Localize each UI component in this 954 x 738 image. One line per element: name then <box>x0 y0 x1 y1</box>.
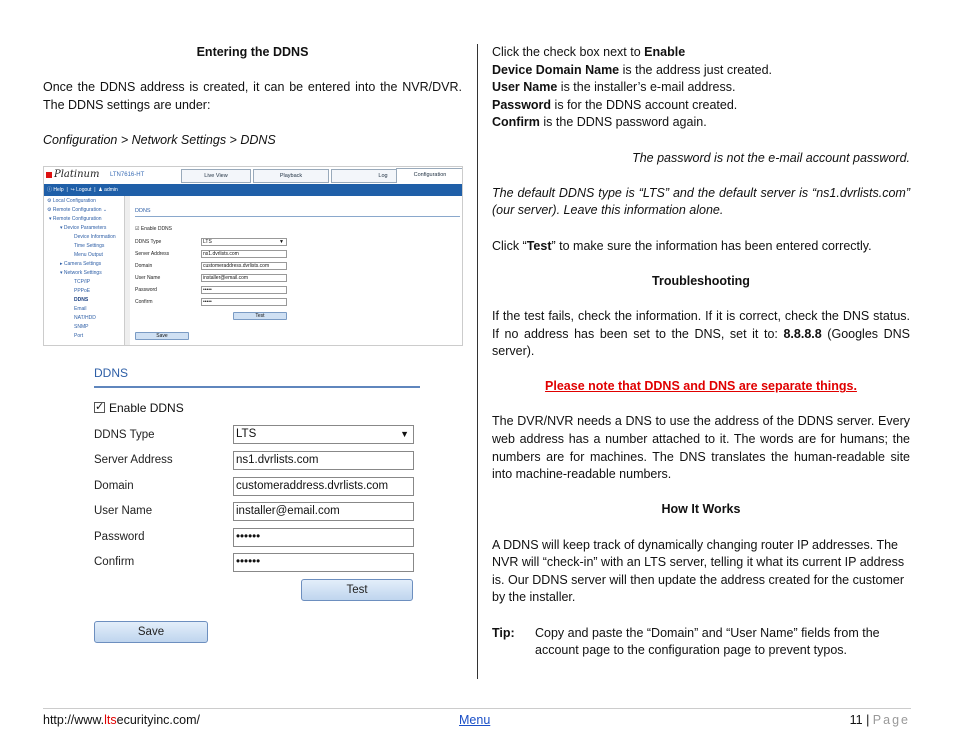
screenshot-ddns-type-select[interactable]: LTS ▼ <box>201 238 287 246</box>
password-label: Password <box>94 531 145 543</box>
confirm-input[interactable]: •••••• <box>233 553 414 572</box>
server-address-input[interactable]: ns1.dvrlists.com <box>233 451 414 470</box>
default-server-note: The default DDNS type is “LTS” and the default server is “ns1.dvrlists.com” (our server). Leave this information alone. <box>492 185 910 218</box>
ddns-form-title: DDNS <box>94 366 129 380</box>
screenshot-label-ddns-type: DDNS Type <box>135 239 162 245</box>
settings-path: Configuration > Network Settings > DDNS <box>43 132 276 147</box>
sidebar-item-remote-config[interactable]: ⚙ Remote Configuration ⌄ <box>47 207 108 213</box>
test-instruction: Click “Test” to make sure the information has been entered correctly. <box>492 238 872 253</box>
screenshot-domain-input[interactable]: customeraddress.dvrlists.com <box>201 262 287 270</box>
section-heading: Entering the DDNS <box>196 45 309 59</box>
sidebar-item-tcpip[interactable]: TCP/IP <box>74 279 91 285</box>
intro-paragraph: Once the DDNS address is created, it can be entered into the NVR/DVR. The DDNS settings are under: <box>43 80 462 112</box>
screenshot-save-button[interactable]: Save <box>135 332 189 340</box>
ddns-type-select[interactable]: LTS ▼ <box>233 425 414 444</box>
domain-label: Domain <box>94 480 134 492</box>
sidebar-item-ddns[interactable]: DDNS <box>74 297 89 303</box>
sidebar-item-snmp[interactable]: SNMP <box>74 324 89 330</box>
footer-url[interactable]: http://www.ltsecurityinc.com/ <box>43 713 200 727</box>
screenshot-label-username: User Name <box>135 275 161 281</box>
sidebar-item-camera-settings[interactable]: ▸ Camera Settings <box>60 261 102 267</box>
ddns-form-divider <box>94 386 420 388</box>
save-button[interactable]: Save <box>94 621 208 643</box>
checkbox-checked-icon[interactable] <box>94 402 105 413</box>
sidebar-item-nat[interactable]: NAT/HDD <box>74 315 96 321</box>
platinum-logo: Platinum <box>46 169 99 180</box>
screenshot-ddns-title: DDNS <box>135 208 151 214</box>
tab-playback[interactable]: Playback <box>253 169 329 183</box>
menu-link[interactable]: Menu <box>459 713 491 727</box>
logout-link[interactable]: ↪ Logout <box>70 187 92 193</box>
sidebar-item-network-settings[interactable]: ▾ Network Settings <box>60 270 102 276</box>
enable-ddns-checkbox[interactable]: ✓Enable DDNS <box>94 401 184 415</box>
tab-live-view[interactable]: Live View <box>181 169 251 183</box>
troubleshooting-heading: Troubleshooting <box>652 273 750 288</box>
password-input[interactable]: •••••• <box>233 528 414 547</box>
screenshot-header <box>44 167 462 184</box>
sidebar-item-device-parameters[interactable]: ▾ Device Parameters <box>60 225 107 231</box>
screenshot-toolbar: ⓘ Help | ↪ Logout | ♟ admin <box>44 184 462 196</box>
troubleshooting-paragraph: If the test fails, check the information. If it is correct, check the DNS status. If no address has been set to the DNS, set it to: 8.8.8.8 (Googles DNS server). <box>492 308 911 359</box>
tip-label: Tip: <box>492 625 515 640</box>
server-address-label: Server Address <box>94 454 173 466</box>
sidebar-item-menu-output[interactable]: Menu Output <box>74 252 103 258</box>
screenshot-sidebar <box>44 196 130 346</box>
password-note: The password is not the e-mail account password. <box>632 150 910 165</box>
screenshot-password-input[interactable]: ••••• <box>201 286 287 294</box>
screenshot-label-server: Server Address <box>135 251 170 257</box>
sidebar-item-device-info[interactable]: Device Information <box>74 234 116 240</box>
screenshot-label-password: Password <box>135 287 157 293</box>
sidebar-item-local-config[interactable]: ⚙ Local Configuration <box>47 198 96 204</box>
footer-rule <box>43 708 911 709</box>
nvr-config-screenshot <box>43 166 463 346</box>
tip-block <box>492 625 910 660</box>
instruction-username: User Name is the installer’s e-mail address. <box>492 80 736 95</box>
how-it-works-paragraph: A DDNS will keep track of dynamically changing router IP addresses. The NVR will “check-in” with an LTS server, telling it what its current IP address is. Our DDNS server will then update the address created for the customer by the installer. <box>492 537 905 605</box>
domain-input[interactable]: customeraddress.dvrlists.com <box>233 477 414 496</box>
test-button[interactable]: Test <box>301 579 413 601</box>
tip-text: Copy and paste the “Domain” and “User Name” fields from the account page to the configuration page to prevent typos. <box>535 625 880 658</box>
instruction-confirm: Confirm is the DDNS password again. <box>492 115 707 130</box>
sidebar-item-port[interactable]: Port <box>74 333 84 339</box>
how-it-works-heading: How It Works <box>661 502 741 517</box>
tab-configuration[interactable]: Configuration <box>396 168 463 183</box>
instruction-domain: Device Domain Name is the address just created. <box>492 62 772 77</box>
user-name-input[interactable]: installer@email.com <box>233 502 414 521</box>
screenshot-label-confirm: Confirm <box>135 299 153 305</box>
tab-log[interactable]: Log <box>331 169 435 183</box>
instruction-enable: Click the check box next to Enable <box>492 45 686 59</box>
sidebar-item-pppoe[interactable]: PPPoE <box>74 288 91 294</box>
user-label: ♟ admin <box>98 187 118 193</box>
instruction-password: Password is for the DDNS account created. <box>492 97 738 112</box>
dns-explanation: The DVR/NVR needs a DNS to use the address of the DDNS server. Every web address has a number attached to it. The words are for humans; the numbers are for machines. The DNS translates the human-readable site into machine-readable numbers. <box>492 414 910 482</box>
right-column <box>492 44 910 660</box>
help-link[interactable]: ⓘ Help <box>47 187 64 193</box>
screenshot-label-domain: Domain <box>135 263 153 269</box>
ddns-dns-warning: Please note that DDNS and DNS are separate things. <box>545 379 857 394</box>
screenshot-title-divider <box>135 216 460 217</box>
screenshot-enable-ddns[interactable]: ☑ Enable DDNS <box>135 226 173 232</box>
column-divider <box>477 44 478 679</box>
screenshot-test-button[interactable]: Test <box>233 312 287 320</box>
confirm-label: Confirm <box>94 556 135 568</box>
screenshot-username-input[interactable]: installer@email.com <box>201 274 287 282</box>
page-number: 11 | Page <box>849 713 910 727</box>
sidebar-item-remote-config-sub[interactable]: ▾ Remote Configuration <box>49 216 102 222</box>
dropdown-arrow-icon: ▼ <box>400 429 409 439</box>
screenshot-confirm-input[interactable]: ••••• <box>201 298 287 306</box>
sidebar-item-time-settings[interactable]: Time Settings <box>74 243 105 249</box>
ddns-type-label: DDNS Type <box>94 429 155 441</box>
sidebar-item-email[interactable]: Email <box>74 306 87 312</box>
user-name-label: User Name <box>94 505 153 517</box>
sidebar-scrollbar[interactable] <box>124 196 130 346</box>
model-label: LTN7616-HT <box>110 172 145 178</box>
left-column <box>43 44 462 150</box>
screenshot-server-input[interactable]: ns1.dvrlists.com <box>201 250 287 258</box>
